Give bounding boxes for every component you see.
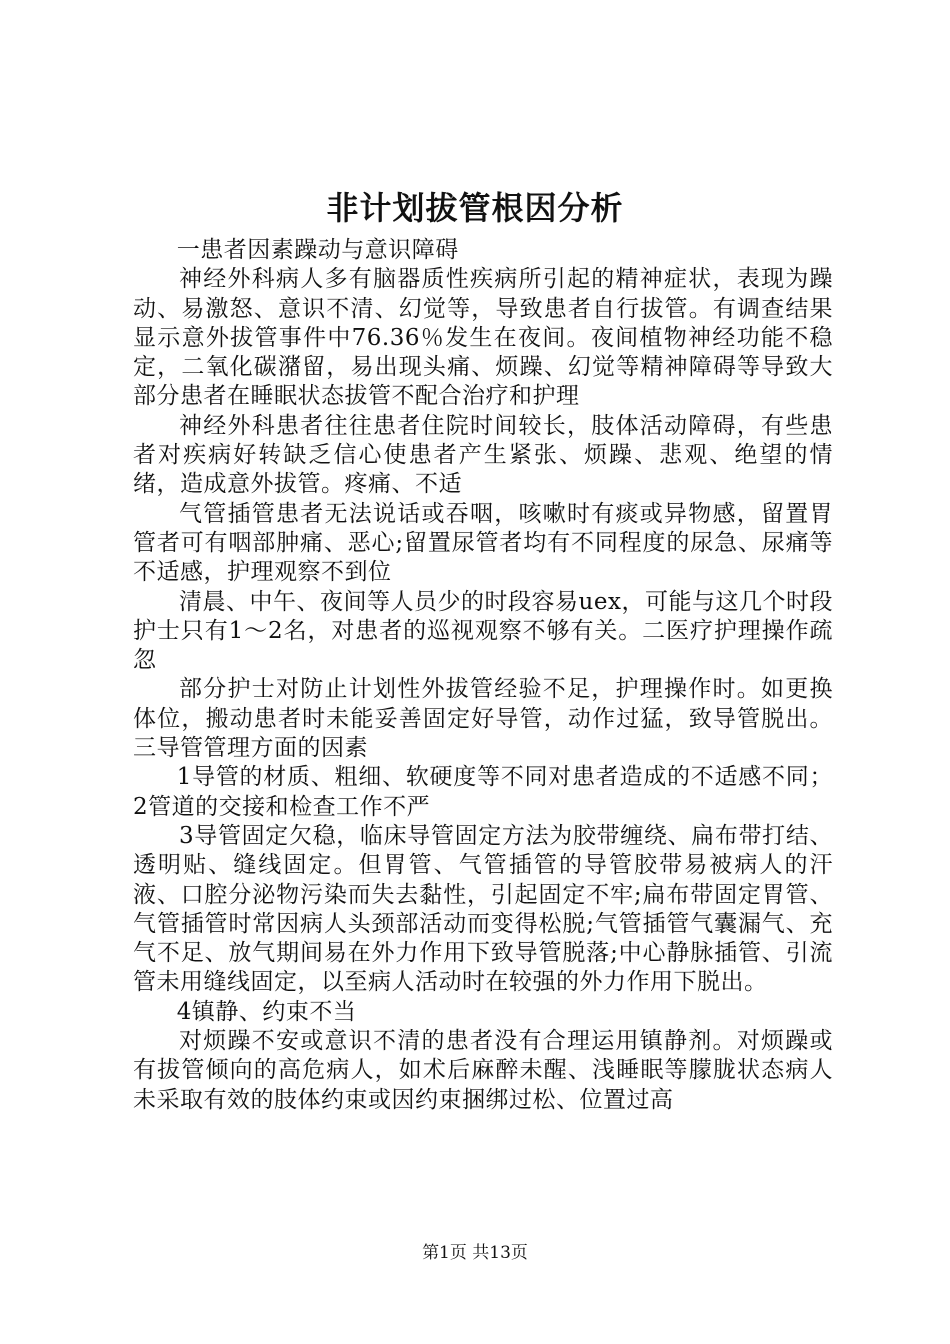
section-heading-patient-factors: 一患者因素躁动与意识障碍 (176, 237, 459, 263)
page-footer: 第1页 共13页 (422, 1243, 528, 1263)
paragraph-psychology: 神经外科患者往往患者住院时间较长，肢体活动障碍，有些患者对疾病好转缺乏信心使患者产生紧张、烦躁、悲观、绝望的情绪，造成意外拔管。疼痛、不适 (133, 412, 833, 498)
section-heading-sedation: 4镇静、约束不当 (176, 998, 357, 1025)
paragraph-agitation: 神经外科病人多有脑器质性疾病所引起的精神症状，表现为躁动、易激怒、意识不清、幻觉等，导致患者自行拔管。有调查结果显示意外拔管事件中76.36％发生在夜间。夜间植物神经功能不稳定，二氧化碳潴留，易出现头痛、烦躁、幻觉等精神障碍等导致大部分患者在睡眠状态拔管不配合治疗和护理 (133, 266, 833, 410)
paragraph-fixation: 3导管固定欠稳，临床导管固定方法为胶带缠绕、扁布带打结、透明贴、缝线固定。但胃管、气管插管的导管胶带易被病人的汗液、口腔分泌物污染而失去黏性，引起固定不牢;扁布带固定胃管、气管插管时常因病人头颈部活动而变得松脱;气管插管气囊漏气、充气不足、放气期间易在外力作用下致导管脱落;中心静脉插管、引流管未用缝线固定，以至病人活动时在较强的外力作用下脱出。 (133, 822, 833, 996)
paragraph-operation: 部分护士对防止计划性外拔管经验不足，护理操作时。如更换体位，搬动患者时未能妥善固定好导管，动作过猛，致导管脱出。三导管管理方面的因素 (133, 676, 833, 762)
paragraph-sedation: 对烦躁不安或意识不清的患者没有合理运用镇静剂。对烦躁或有拔管倾向的高危病人，如术后麻醉未醒、浅睡眠等朦胧状态病人未采取有效的肢体约束或因约束捆绑过松、位置过高 (133, 1028, 833, 1113)
paragraph-discomfort: 气管插管患者无法说话或吞咽，咳嗽时有痰或异物感，留置胃管者可有咽部肿痛、恶心;留置尿管者均有不同程度的尿急、尿痛等不适感，护理观察不到位 (133, 500, 833, 586)
document-body (133, 236, 833, 1115)
document-title: 非计划拔管根因分析 (326, 189, 624, 227)
paragraph-staffing: 清晨、中午、夜间等人员少的时段容易uex，可能与这几个时段护士只有1～2名，对患者的巡视观察不够有关。二医疗护理操作疏忽 (133, 588, 833, 674)
paragraph-catheter-material: 1导管的材质、粗细、软硬度等不同对患者造成的不适感不同；2管道的交接和检查工作不严 (133, 764, 833, 820)
